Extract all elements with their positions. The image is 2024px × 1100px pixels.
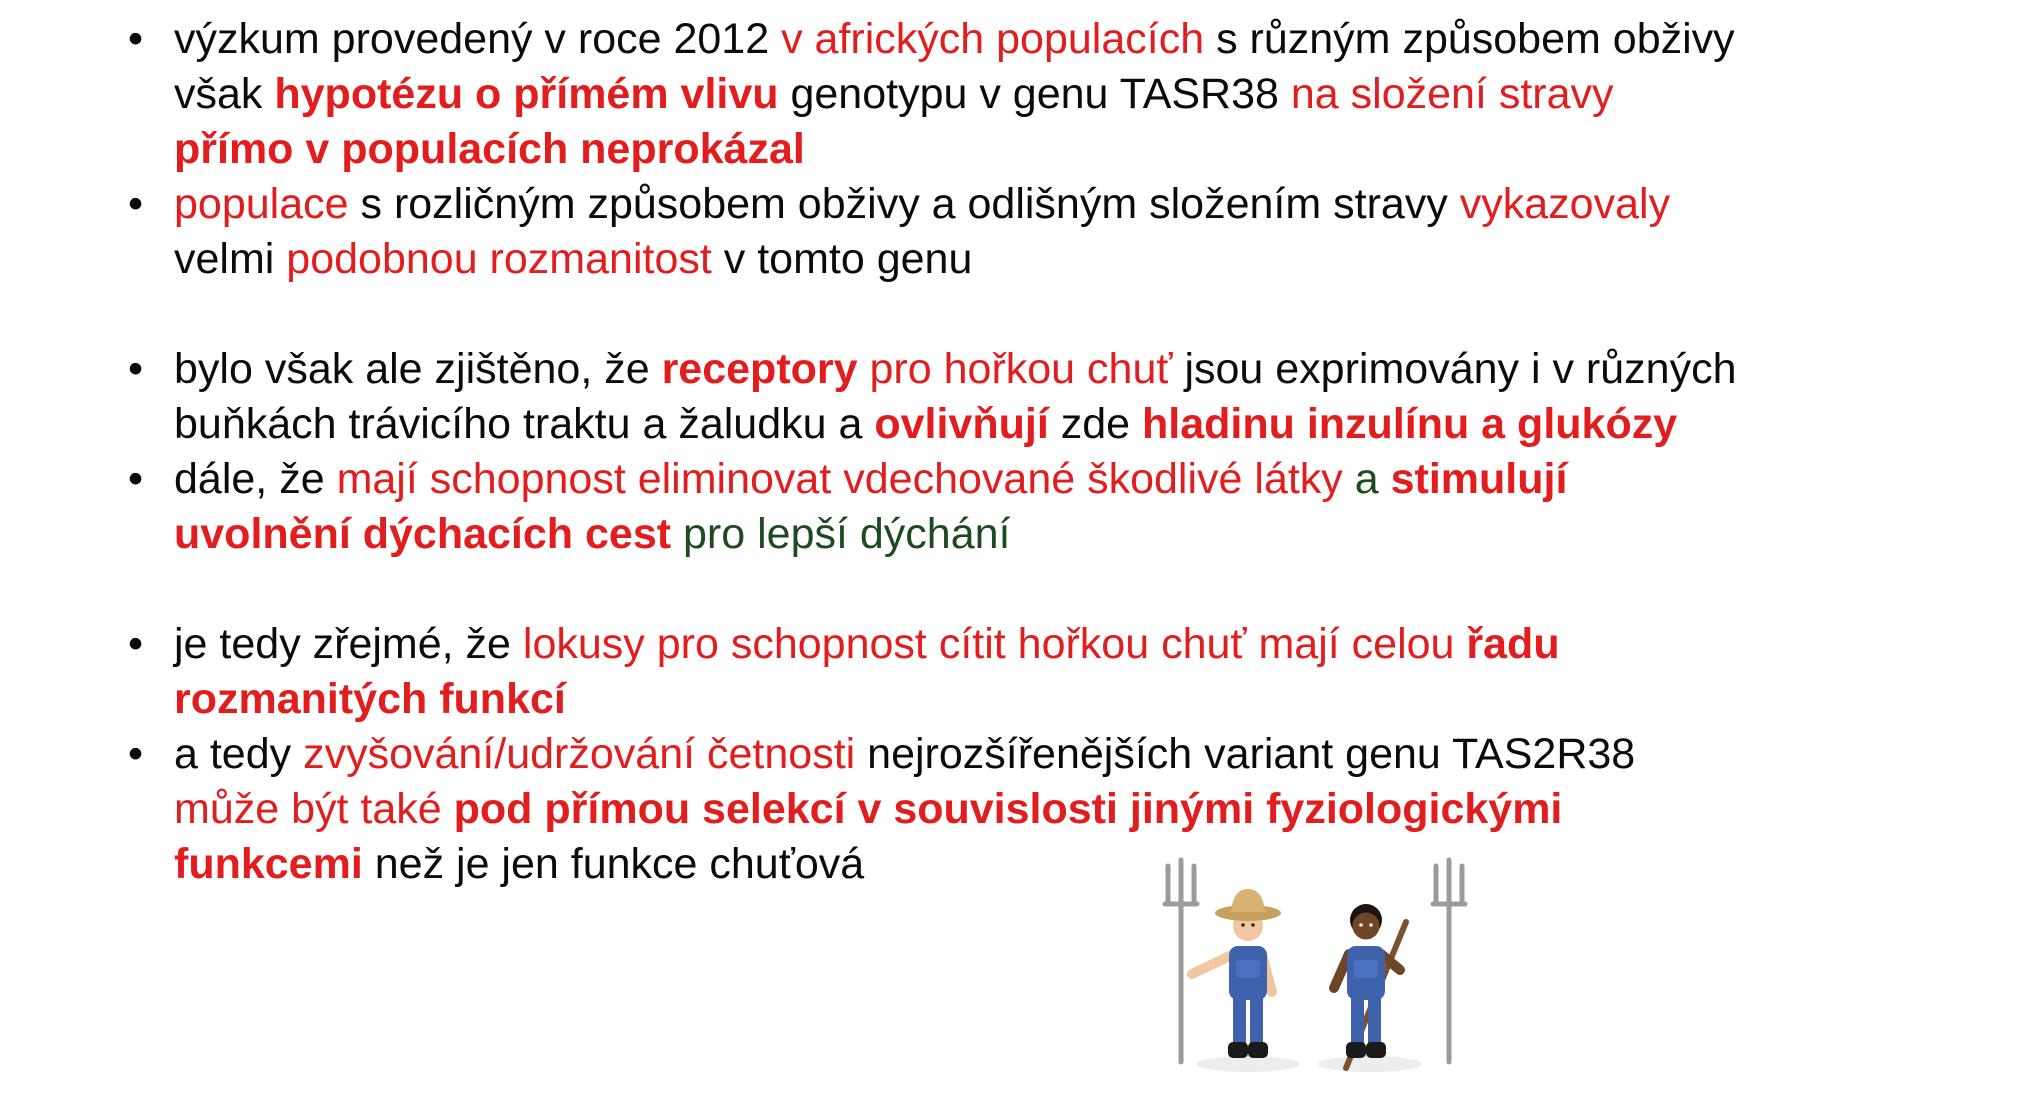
text-line [128, 837, 1978, 892]
text-span: řadu [1466, 620, 1560, 668]
text-span: s různým způsobem obživy [1216, 15, 1735, 63]
bullet-marker: • [128, 180, 144, 228]
text-span: výzkum provedený v roce 2012 [174, 15, 782, 63]
shadow-right [1318, 1056, 1422, 1072]
text-span: funkcemi [174, 840, 375, 888]
shadow-left [1196, 1056, 1300, 1072]
text-span: na složení stravy [1290, 70, 1614, 118]
text-span: mají schopnost eliminovat vdechované škodlivé látky [336, 455, 1355, 503]
line-spacer [128, 287, 1978, 342]
text-line [128, 12, 1978, 67]
text-span: hypotézu o přímém vlivu [274, 70, 791, 118]
text-span: podobnou rozmanitost [286, 235, 724, 283]
bullet-marker: • [128, 620, 144, 668]
line-spacer [128, 562, 1978, 617]
farmer-dark-skin [1334, 904, 1406, 1068]
text-span: a [1354, 455, 1391, 503]
text-span: zde [1060, 400, 1143, 448]
text-span: genotypu v genu TASR38 [790, 70, 1291, 118]
text-span: jsou exprimovány i v různých [1184, 345, 1737, 393]
text-span: nejrozšířenějších variant genu TAS2R38 [867, 730, 1636, 778]
text-line [128, 67, 1978, 122]
text-line [128, 672, 1978, 727]
text-span: je tedy zřejmé, že [174, 620, 523, 668]
text-line [128, 342, 1978, 397]
text-span: však [174, 70, 275, 118]
text-span: v tomto genu [723, 235, 973, 283]
text-span: zvyšování/udržování četnosti [303, 730, 868, 778]
text-line [128, 397, 1978, 452]
text-line [128, 782, 1978, 837]
text-span: pod přímou selekcí v souvislosti jinými fyziologickými [453, 785, 1563, 833]
text-span: receptory [661, 345, 870, 393]
text-span: ovlivňují [874, 400, 1061, 448]
text-span: buňkách trávicího traktu a žaludku a [174, 400, 875, 448]
text-span: stimulují [1390, 455, 1568, 503]
farmer-light-skin [1192, 889, 1281, 1058]
text-span: v afrických populacích [781, 15, 1217, 63]
bullet-marker: • [128, 455, 144, 503]
text-span: populace [174, 180, 361, 228]
text-line [128, 122, 1978, 177]
text-span: a tedy [174, 730, 304, 778]
text-span: může být také [174, 785, 454, 833]
text-span: hladinu inzulínu a glukózy [1142, 400, 1678, 448]
text-line [128, 617, 1978, 672]
two-farmers-illustration [1148, 856, 1478, 1082]
pitchfork-left-icon [1165, 860, 1197, 1062]
text-line [128, 177, 1978, 232]
pitchfork-right-icon [1433, 860, 1465, 1062]
text-line [128, 452, 1978, 507]
text-line [128, 232, 1978, 287]
text-span: rozmanitých funkcí [174, 675, 566, 723]
text-span: pro lepší dýchání [683, 510, 1011, 558]
bullet-marker: • [128, 345, 144, 393]
text-span: pro hořkou chuť [869, 345, 1185, 393]
text-span: velmi [174, 235, 287, 283]
text-line [128, 727, 1978, 782]
text-span: než je jen funkce chuťová [374, 840, 865, 888]
text-span: s rozličným způsobem obživy a odlišným složením stravy [360, 180, 1460, 228]
text-span: uvolnění dýchacích cest [174, 510, 684, 558]
text-span: lokusy pro schopnost cítit hořkou chuť mají celou [522, 620, 1467, 668]
bullet-marker: • [128, 730, 144, 778]
text-span: přímo v populacích neprokázal [174, 125, 805, 173]
text-span: vykazovaly [1459, 180, 1671, 228]
text-line [128, 507, 1978, 562]
slide-text [128, 12, 1978, 892]
bullet-marker: • [128, 15, 144, 63]
text-span: dále, že [174, 455, 337, 503]
text-span: bylo však ale zjištěno, že [174, 345, 662, 393]
